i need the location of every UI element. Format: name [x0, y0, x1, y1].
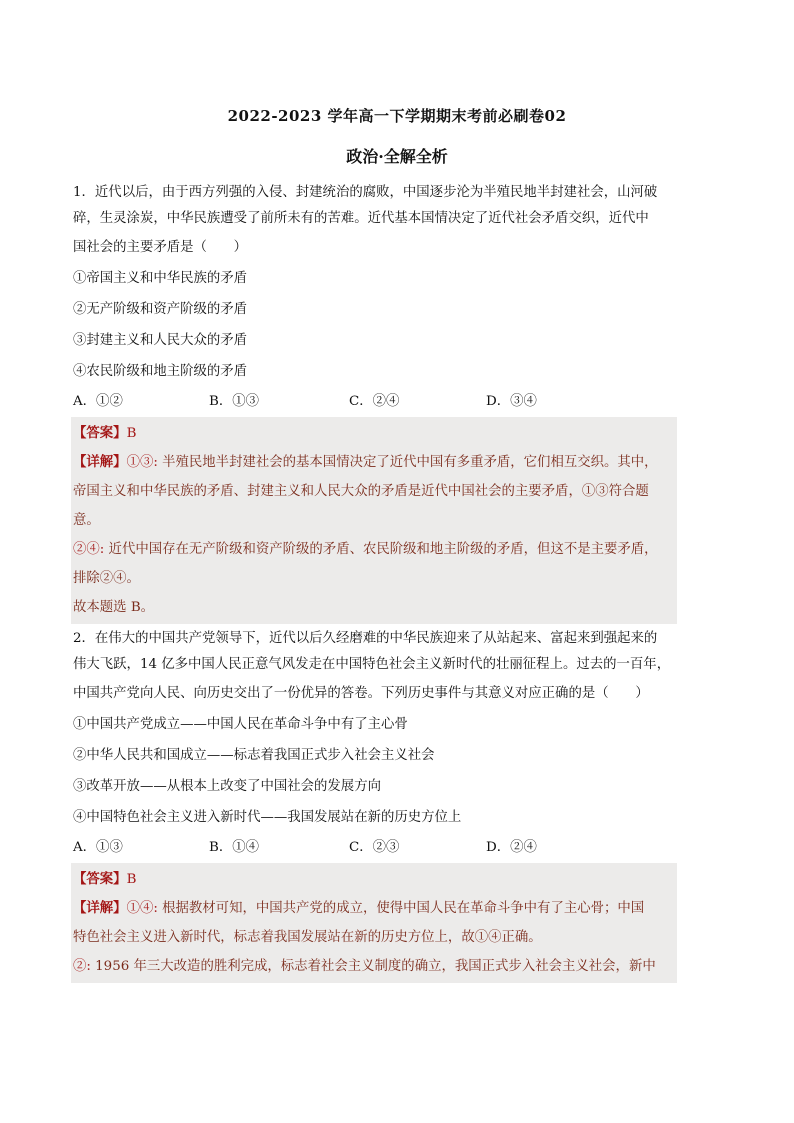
choice-b: B．①③ — [209, 394, 260, 409]
choice-a: A．①② — [73, 394, 123, 409]
question-1-answer-block — [71, 417, 677, 624]
question-1-detail-line — [73, 535, 677, 564]
question-2-stem-line: 2．在伟大的中国共产党领导下，近代以后久经磨难的中华民族迎来了从站起来、富起来到强起来的 — [73, 631, 658, 646]
choice-b: B．①④ — [209, 840, 260, 855]
question-2-option: ②中华人民共和国成立——标志着我国正式步入社会主义社会 — [73, 748, 435, 763]
question-1-detail-line: 排除②④。 — [73, 571, 140, 586]
question-2-option: ④中国特色社会主义进入新时代——我国发展站在新的历史方位上 — [73, 810, 462, 825]
choice-d: D．②④ — [486, 840, 537, 855]
question-2-option: ①中国共产党成立——中国人民在革命斗争中有了主心骨 — [73, 717, 408, 732]
choice-d: D．③④ — [486, 394, 537, 409]
question-2-choices — [73, 833, 677, 863]
question-2-stem-line: 中国共产党向人民、向历史交出了一份优异的答卷。下列历史事件与其意义对应正确的是（ ） — [73, 686, 649, 701]
detail-tag: 【详解】 — [73, 900, 127, 916]
question-1 — [73, 180, 677, 624]
question-2-stem-line: 伟大飞跃，14 亿多中国人民正意气风发走在中国特色社会主义新时代的壮丽征程上。过去的一百年， — [73, 657, 671, 672]
answer-tag: 【答案】 — [73, 425, 127, 441]
answer-tag: 【答案】 — [73, 871, 127, 887]
question-1-stem-line: 1．近代以后，由于西方列强的入侵、封建统治的腐败，中国逐步沦为半殖民地半封建社会，山河破 — [73, 185, 658, 200]
question-1-answer — [73, 419, 677, 448]
question-1-conclusion: 故本题选 B。 — [73, 600, 155, 615]
page-title: 2022-2023 学年高一下学期期末考前必刷卷02 — [227, 107, 567, 125]
detail-mark: ②: — [73, 959, 91, 974]
question-2 — [73, 626, 677, 983]
question-1-detail-line — [73, 448, 677, 477]
question-1-option: ③封建主义和人民大众的矛盾 — [73, 333, 248, 348]
detail-tag: 【详解】 — [73, 454, 127, 470]
question-1-detail-line: 帝国主义和中华民族的矛盾、封建主义和人民大众的矛盾是近代中国社会的主要矛盾，①③符合题 — [73, 484, 649, 499]
question-1-stem-line: 国社会的主要矛盾是（ ） — [73, 240, 248, 255]
detail-text: 1956 年三大改造的胜利完成，标志着社会主义制度的确立，我国正式步入社会主义社会，新中 — [90, 959, 656, 974]
question-1-detail-line: 意。 — [73, 513, 100, 528]
detail-text: 半殖民地半封建社会的基本国情决定了近代中国有多重矛盾，它们相互交织。其中， — [157, 455, 658, 470]
question-2-answer-block — [71, 863, 677, 983]
choice-a: A．①③ — [73, 840, 123, 855]
question-1-option: ①帝国主义和中华民族的矛盾 — [73, 271, 248, 286]
detail-text: 近代中国存在无产阶级和资产阶级的矛盾、农民阶级和地主阶级的矛盾，但这不是主要矛盾， — [104, 542, 658, 557]
question-2-detail-line — [73, 894, 677, 923]
question-2-answer — [73, 865, 677, 894]
question-1-option: ②无产阶级和资产阶级的矛盾 — [73, 302, 248, 317]
question-2-option: ③改革开放——从根本上改变了中国社会的发展方向 — [73, 779, 381, 794]
choice-c: C．②③ — [349, 840, 400, 855]
page-subtitle: 政治·全解全析 — [346, 147, 448, 166]
question-1-choices — [73, 387, 677, 417]
detail-text: 根据教材可知，中国共产党的成立，使得中国人民在革命斗争中有了主心骨；中国 — [157, 901, 645, 916]
question-2-detail-line: 特色社会主义进入新时代，标志着我国发展站在新的历史方位上，故①④正确。 — [73, 930, 542, 945]
answer-value: B — [126, 872, 137, 887]
detail-mark: ①④: — [126, 901, 158, 916]
detail-mark: ②④: — [73, 542, 105, 557]
detail-mark: ①③: — [126, 455, 158, 470]
question-content — [73, 180, 677, 983]
question-1-stem-line: 碎，生灵涂炭，中华民族遭受了前所未有的苦难。近代基本国情决定了近代社会矛盾交织，近代中 — [73, 211, 649, 226]
answer-value: B — [126, 426, 137, 441]
question-1-option: ④农民阶级和地主阶级的矛盾 — [73, 364, 248, 379]
choice-c: C．②④ — [349, 394, 400, 409]
question-2-detail-line — [73, 952, 677, 981]
